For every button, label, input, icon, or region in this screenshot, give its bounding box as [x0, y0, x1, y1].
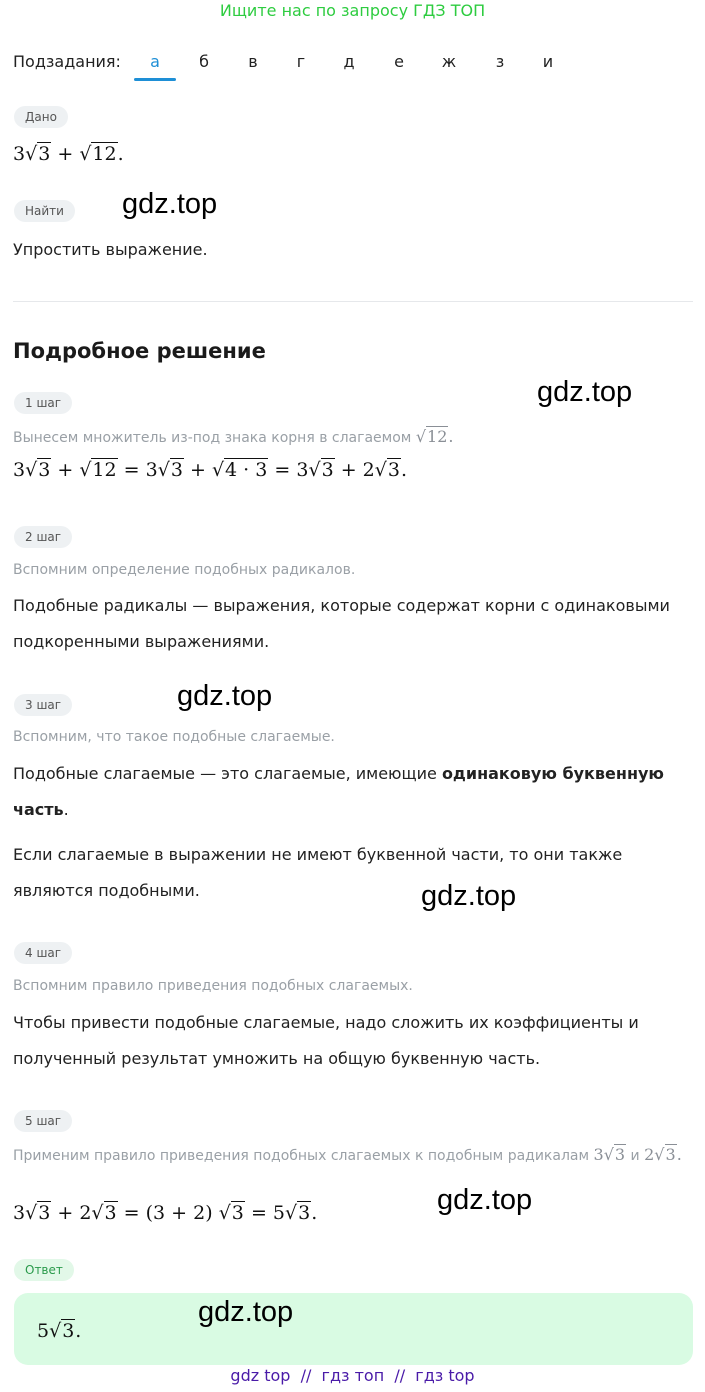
step-5-badge: 5 шаг — [14, 1110, 72, 1132]
tab-d[interactable]: д — [343, 52, 355, 71]
tab-i[interactable]: и — [542, 52, 554, 71]
step-3-text-1: Подобные слагаемые — это слагаемые, имеющие одинаковую буквенную часть. — [13, 764, 664, 819]
watermark: gdz.top — [198, 1296, 294, 1328]
find-badge: Найти — [14, 200, 75, 222]
step-5-math: 3√3 + 2√3 = (3 + 2) √3 = 5√3. — [13, 1202, 318, 1224]
step-1-note: Вынесем множитель из-под знака корня в слагаемом √12. — [13, 427, 454, 446]
step-4-note: Вспомним правило приведения подобных слагаемых. — [13, 978, 413, 994]
step-3-note: Вспомним, что такое подобные слагаемые. — [13, 729, 335, 745]
answer-box — [14, 1293, 693, 1365]
subtasks-label: Подзадания: — [13, 52, 121, 71]
watermark: gdz.top — [421, 880, 517, 912]
tab-z[interactable]: з — [495, 52, 505, 71]
search-banner: Ищите нас по запросу ГДЗ ТОП — [219, 1, 486, 20]
footer-links[interactable]: gdz top // гдз топ // гдз top — [230, 1366, 475, 1385]
find-text: Упростить выражение. — [13, 240, 208, 259]
step-2-badge: 2 шаг — [14, 526, 72, 548]
tab-g[interactable]: г — [296, 52, 306, 71]
tab-v[interactable]: в — [248, 52, 258, 71]
subtasks-nav — [13, 44, 693, 82]
tab-a[interactable]: а — [150, 52, 160, 71]
active-tab-indicator — [134, 78, 176, 81]
step-3-text-2: Если слагаемые в выражении не имеют буквенной части, то они также являются подобными. — [13, 845, 623, 900]
answer-badge: Ответ — [14, 1259, 74, 1281]
step-1-badge: 1 шаг — [14, 392, 72, 414]
step-3-badge: 3 шаг — [14, 694, 72, 716]
given-expression: 3√3 + √12. — [13, 143, 124, 165]
tab-zh[interactable]: ж — [441, 52, 457, 71]
step-2-text: Подобные радикалы — выражения, которые содержат корни с одинаковыми подкоренными выражениями. — [13, 596, 670, 651]
step-4-badge: 4 шаг — [14, 942, 72, 964]
watermark: gdz.top — [122, 188, 218, 220]
step-5-note: Применим правило приведения подобных слагаемых к подобным радикалам 3√3 и 2√3. — [13, 1145, 682, 1164]
step-2-note: Вспомним определение подобных радикалов. — [13, 562, 356, 578]
tab-b[interactable]: б — [199, 52, 209, 71]
solution-title: Подробное решение — [13, 339, 266, 363]
step-1-math: 3√3 + √12 = 3√3 + √4 · 3 = 3√3 + 2√3. — [13, 459, 408, 481]
watermark: gdz.top — [437, 1184, 533, 1216]
step-4-text: Чтобы привести подобные слагаемые, надо сложить их коэффициенты и полученный результат умножить на общую буквенную часть. — [13, 1013, 639, 1068]
watermark: gdz.top — [537, 376, 633, 408]
section-divider — [13, 301, 693, 302]
watermark: gdz.top — [177, 680, 273, 712]
given-badge: Дано — [14, 106, 68, 128]
answer-expression: 5√3. — [37, 1320, 82, 1342]
tab-e[interactable]: е — [394, 52, 404, 71]
